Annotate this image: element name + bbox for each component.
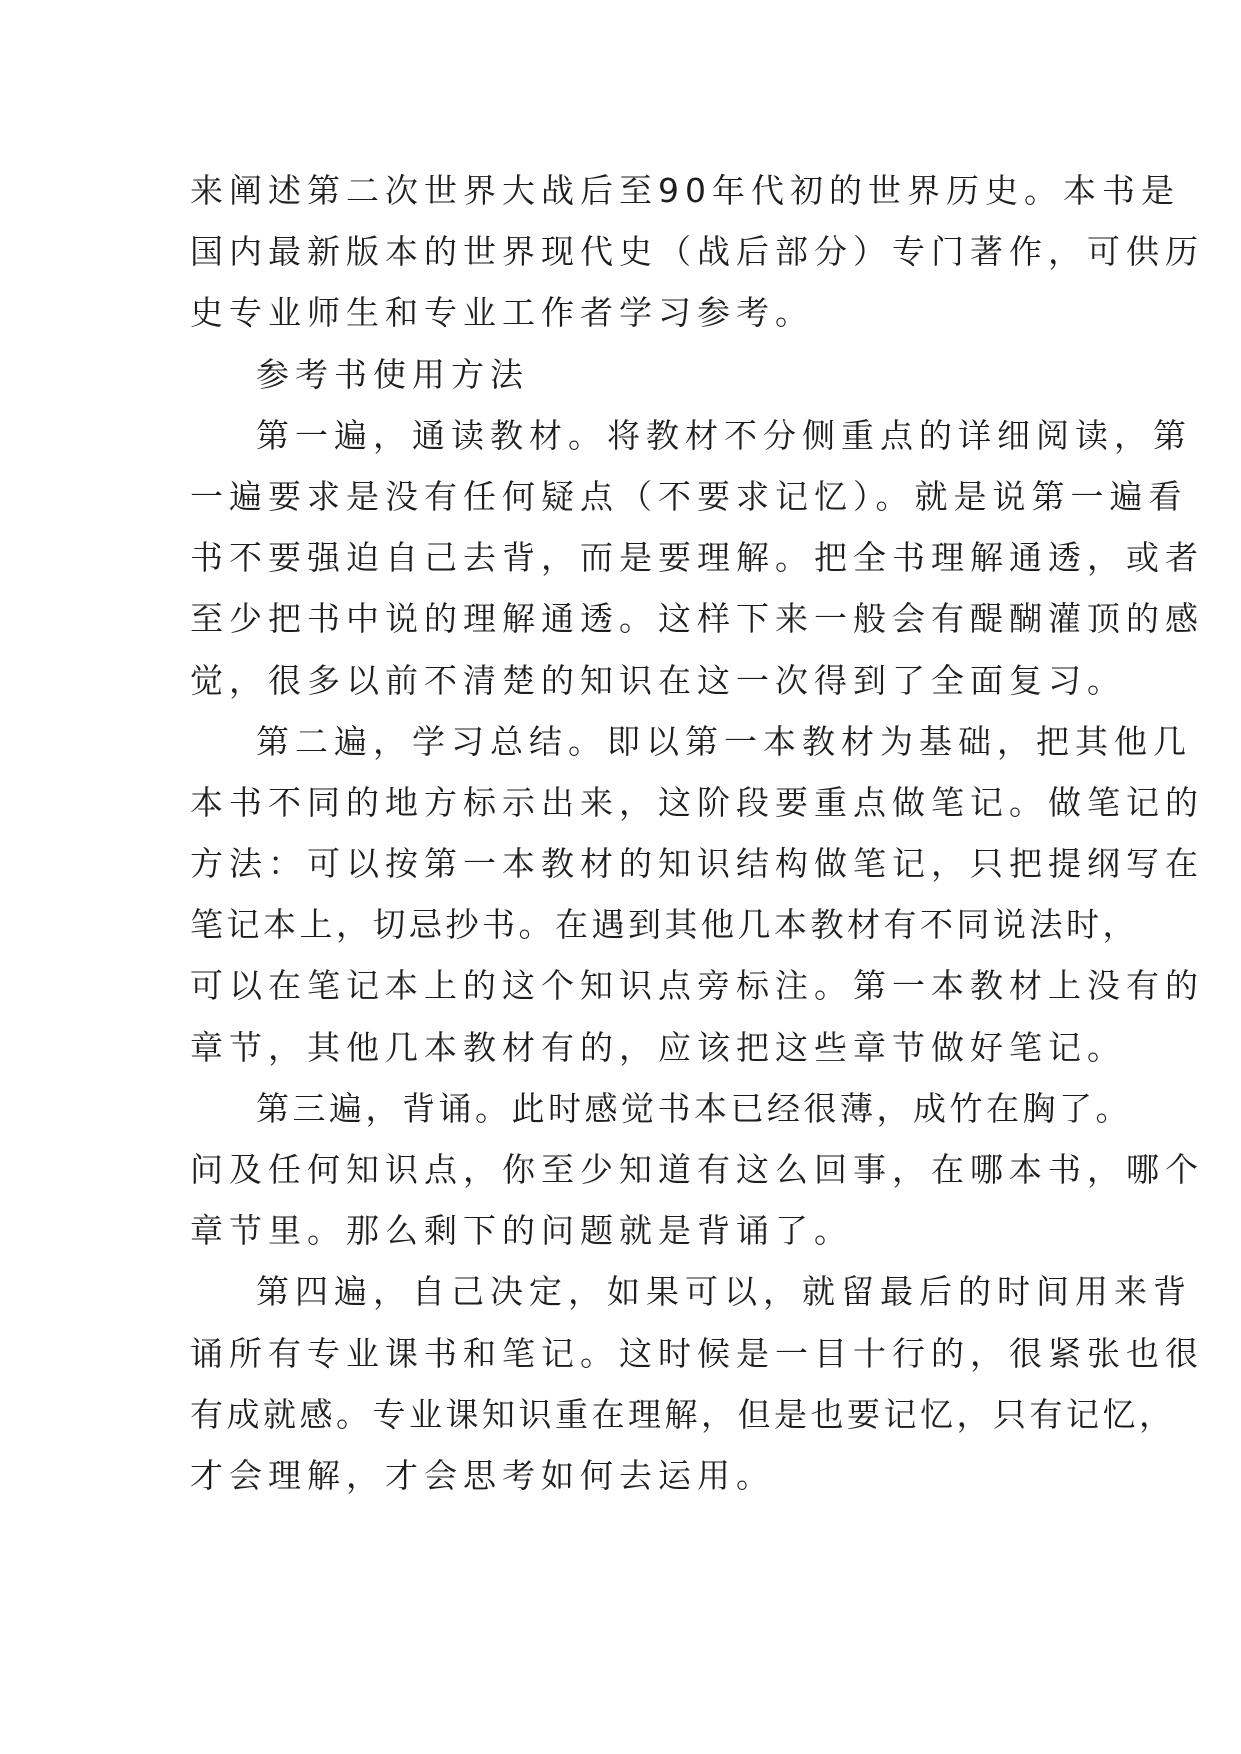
text-line: 章节，其他几本教材有的，应该把这些章节做好笔记。 [190,1027,1126,1067]
text-line: 史专业师生和专业工作者学习参考。 [190,293,814,333]
text-line: 第二遍，学习总结。即以第一本教材为基础，把其他几 [256,721,1192,761]
text-line: 诵所有专业课书和笔记。这时候是一目十行的，很紧张也很 [190,1333,1204,1373]
text-line: 国内最新版本的世界现代史（战后部分）专门著作，可供历 [190,232,1204,272]
section-heading: 参考书使用方法 [256,354,529,394]
text-line: 至少把书中说的理解通透。这样下来一般会有醍醐灌顶的感 [190,599,1204,639]
text-line: 第三遍，背诵。此时感觉书本已经很薄，成竹在胸了。 [256,1088,1132,1128]
text-line: 第一遍，通读教材。将教材不分侧重点的详细阅读，第 [256,415,1192,455]
text-line: 才会理解，才会思考如何去运用。 [190,1455,775,1495]
text-line: 一遍要求是没有任何疑点（不要求记忆）。就是说第一遍看 [190,476,1188,516]
text-line: 有成就感。专业课知识重在理解，但是也要记忆，只有记忆， [190,1394,1176,1434]
text-line: 可以在笔记本上的这个知识点旁标注。第一本教材上没有的 [190,966,1204,1006]
text-line: 第四遍，自己决定，如果可以，就留最后的时间用来背 [256,1272,1192,1312]
text-line: 本书不同的地方标示出来，这阶段要重点做笔记。做笔记的 [190,782,1204,822]
body-text [190,160,1204,1506]
text-line: 来阐述第二次世界大战后至90年代初的世界历史。本书是 [190,171,1180,210]
text-line: 觉，很多以前不清楚的知识在这一次得到了全面复习。 [190,660,1126,700]
text-line: 书不要强迫自己去背，而是要理解。把全书理解通透，或者 [190,538,1204,578]
text-line: 问及任何知识点，你至少知道有这么回事，在哪本书，哪个 [190,1150,1204,1189]
text-line: 章节里。那么剩下的问题就是背诵了。 [190,1211,853,1251]
text-line: 笔记本上，切忌抄书。在遇到其他几本教材有不同说法时， [190,905,1139,945]
text-line: 方法：可以按第一本教材的知识结构做笔记，只把提纲写在 [190,844,1204,884]
